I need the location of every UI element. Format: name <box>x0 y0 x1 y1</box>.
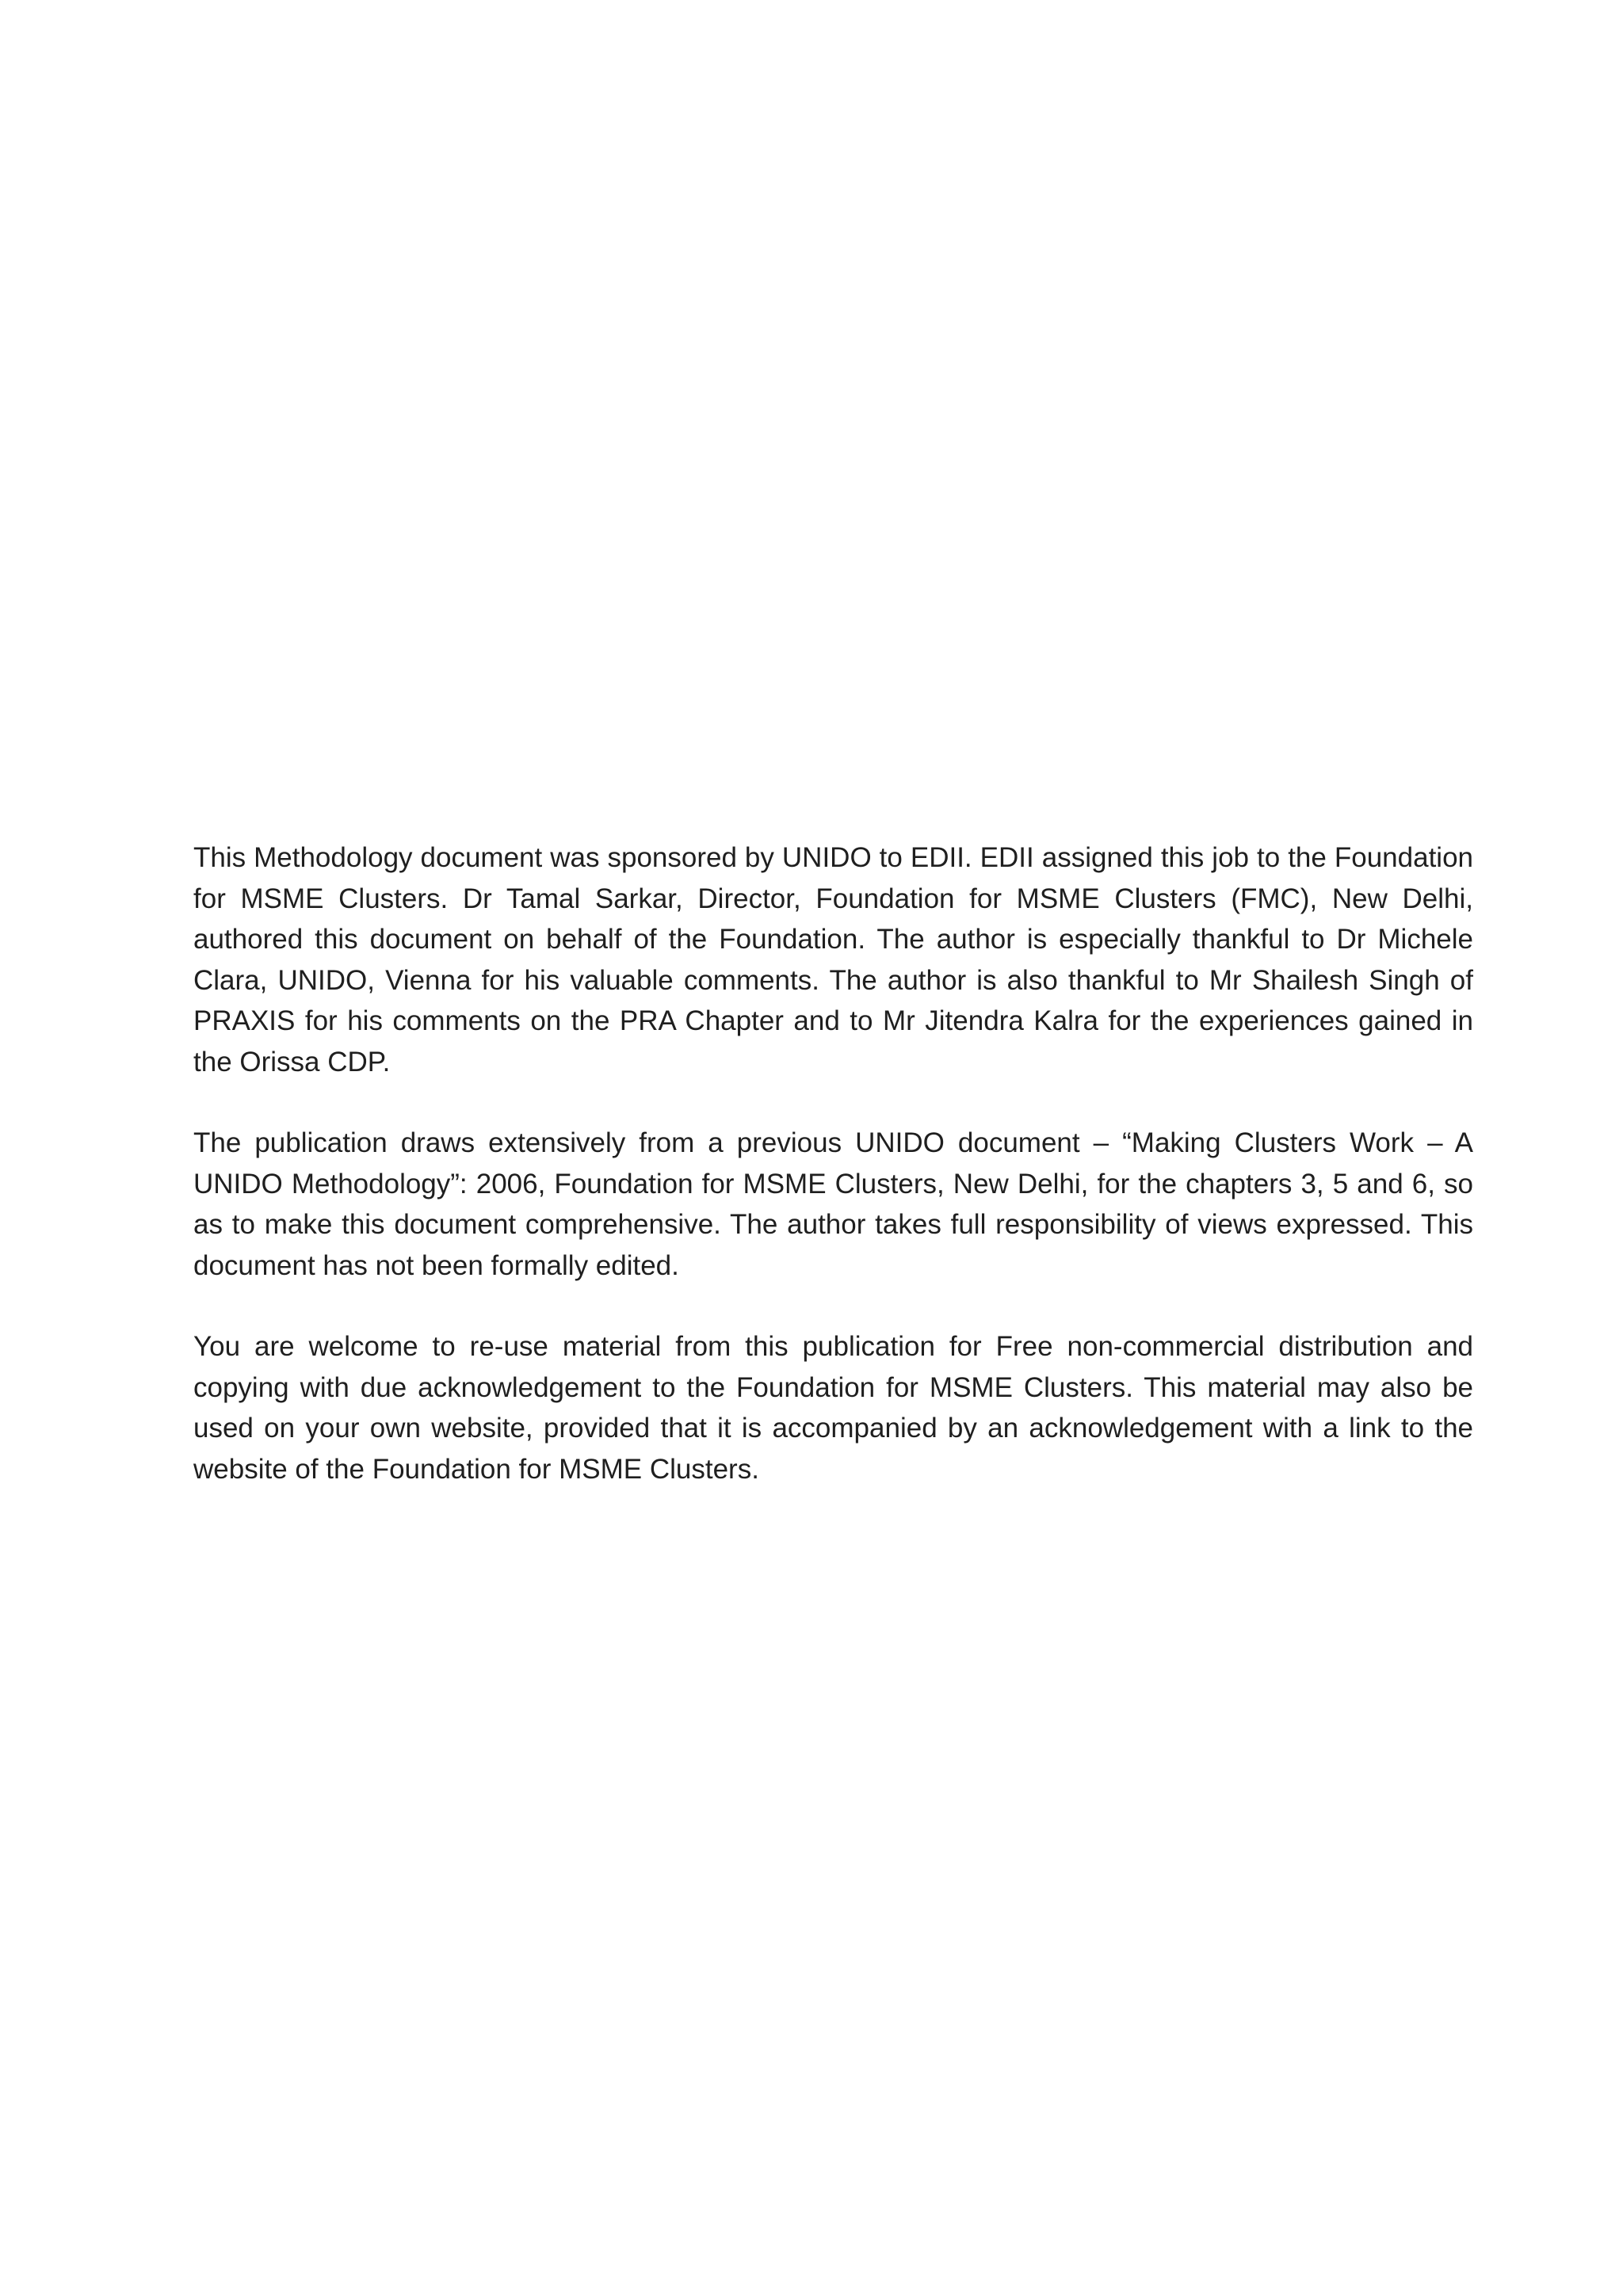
acknowledgement-text-block <box>193 837 1473 1489</box>
acknowledgement-paragraph-sponsorship: This Methodology document was sponsored by UNIDO to EDII. EDII assigned this job to the Foundation for MSME Clusters. Dr Tamal Sarkar, Director, Foundation for MSME Clusters (FMC), New Delhi, authored this document on behalf of the Foundation. The author is especially thankful to Dr Michele Clara, UNIDO, Vienna for his valuable comments. The author is also thankful to Mr Shailesh Singh of PRAXIS for his comments on the PRA Chapter and to Mr Jitendra Kalra for the experiences gained in the Orissa CDP. <box>193 842 1473 1077</box>
acknowledgement-paragraph-sources: The publication draws extensively from a previous UNIDO document – “Making Clusters Work – A UNIDO Methodology”: 2006, Foundation for MSME Clusters, New Delhi, for the chapters 3, 5 and 6, so as to make this document comprehensive. The author takes full responsibility of views expressed. This document has not been formally edited. <box>193 1127 1473 1281</box>
acknowledgement-paragraph-reuse: You are welcome to re-use material from this publication for Free non-commercial distribution and copying with due acknowledgement to the Foundation for MSME Clusters. This material may also be used on your own website, provided that it is accompanied by an acknowledgement with a link to the website of the Foundation for MSME Clusters. <box>193 1331 1473 1485</box>
